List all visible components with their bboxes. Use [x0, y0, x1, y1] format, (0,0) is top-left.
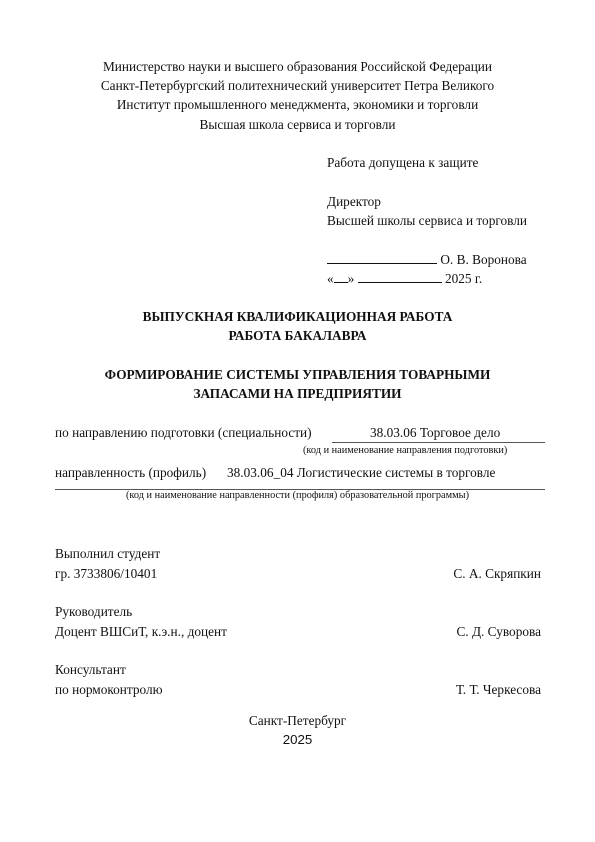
topic-line-1: ФОРМИРОВАНИЕ СИСТЕМЫ УПРАВЛЕНИЯ ТОВАРНЫМИ — [104, 367, 491, 382]
director-name: О. В. Воронова — [440, 252, 527, 267]
date-quote-open: « — [327, 271, 334, 286]
direction-label: по направлению подготовки (специальности) — [55, 425, 312, 440]
month-blank — [358, 271, 442, 283]
student-group — [55, 567, 157, 580]
student-name: С. А. Скряпкин — [453, 566, 541, 581]
university-line: Санкт-Петербургский политехнический университет Петра Великого — [100, 78, 495, 93]
day-blank — [334, 271, 348, 283]
profile-value: 38.03.06_04 Логистические системы в торговле — [227, 465, 496, 480]
institute-line: Институт промышленного менеджмента, экономики и торговли — [116, 97, 479, 112]
director-signature-line — [327, 252, 527, 266]
date-quote-close: » — [347, 271, 355, 286]
student-group-text: гр. 3733806/10401 — [55, 566, 158, 581]
director-org: Высшей школы сервиса и торговли — [327, 213, 527, 228]
profile-label: направленность (профиль) — [55, 465, 207, 480]
supervisor-title: Доцент ВШСиТ, к.э.н., доцент — [55, 624, 227, 639]
director-position: Директор — [327, 194, 381, 209]
student-role: Выполнил студент — [55, 546, 161, 561]
consultant-role: Консультант — [55, 662, 126, 677]
year: 2025 — [282, 732, 313, 747]
approval-date-line — [327, 271, 482, 285]
direction-underline — [332, 442, 545, 443]
supervisor-name: С. Д. Суворова — [456, 624, 541, 639]
direction-caption: (код и наименование направления подготовки) — [303, 445, 508, 456]
ministry-line: Министерство науки и высшего образования Российской Федерации — [102, 59, 493, 74]
supervisor-role: Руководитель — [55, 604, 133, 619]
work-type-title: ВЫПУСКНАЯ КВАЛИФИКАЦИОННАЯ РАБОТА — [142, 309, 453, 324]
date-year: 2025 г. — [444, 271, 483, 286]
school-line: Высшая школа сервиса и торговли — [199, 117, 396, 132]
topic-line-2: ЗАПАСАМИ НА ПРЕДПРИЯТИИ — [193, 386, 402, 401]
city: Санкт-Петербург — [248, 713, 347, 728]
profile-caption: (код и наименование направленности (профиля) образовательной программы) — [125, 490, 469, 501]
degree-title: РАБОТА БАКАЛАВРА — [228, 328, 367, 343]
direction-value: 38.03.06 Торговое дело — [370, 425, 501, 440]
consultant-name: Т. Т. Черкесова — [456, 682, 541, 697]
signature-blank — [327, 252, 437, 264]
admitted-text: Работа допущена к защите — [327, 155, 479, 170]
consultant-scope: по нормоконтролю — [55, 682, 163, 697]
